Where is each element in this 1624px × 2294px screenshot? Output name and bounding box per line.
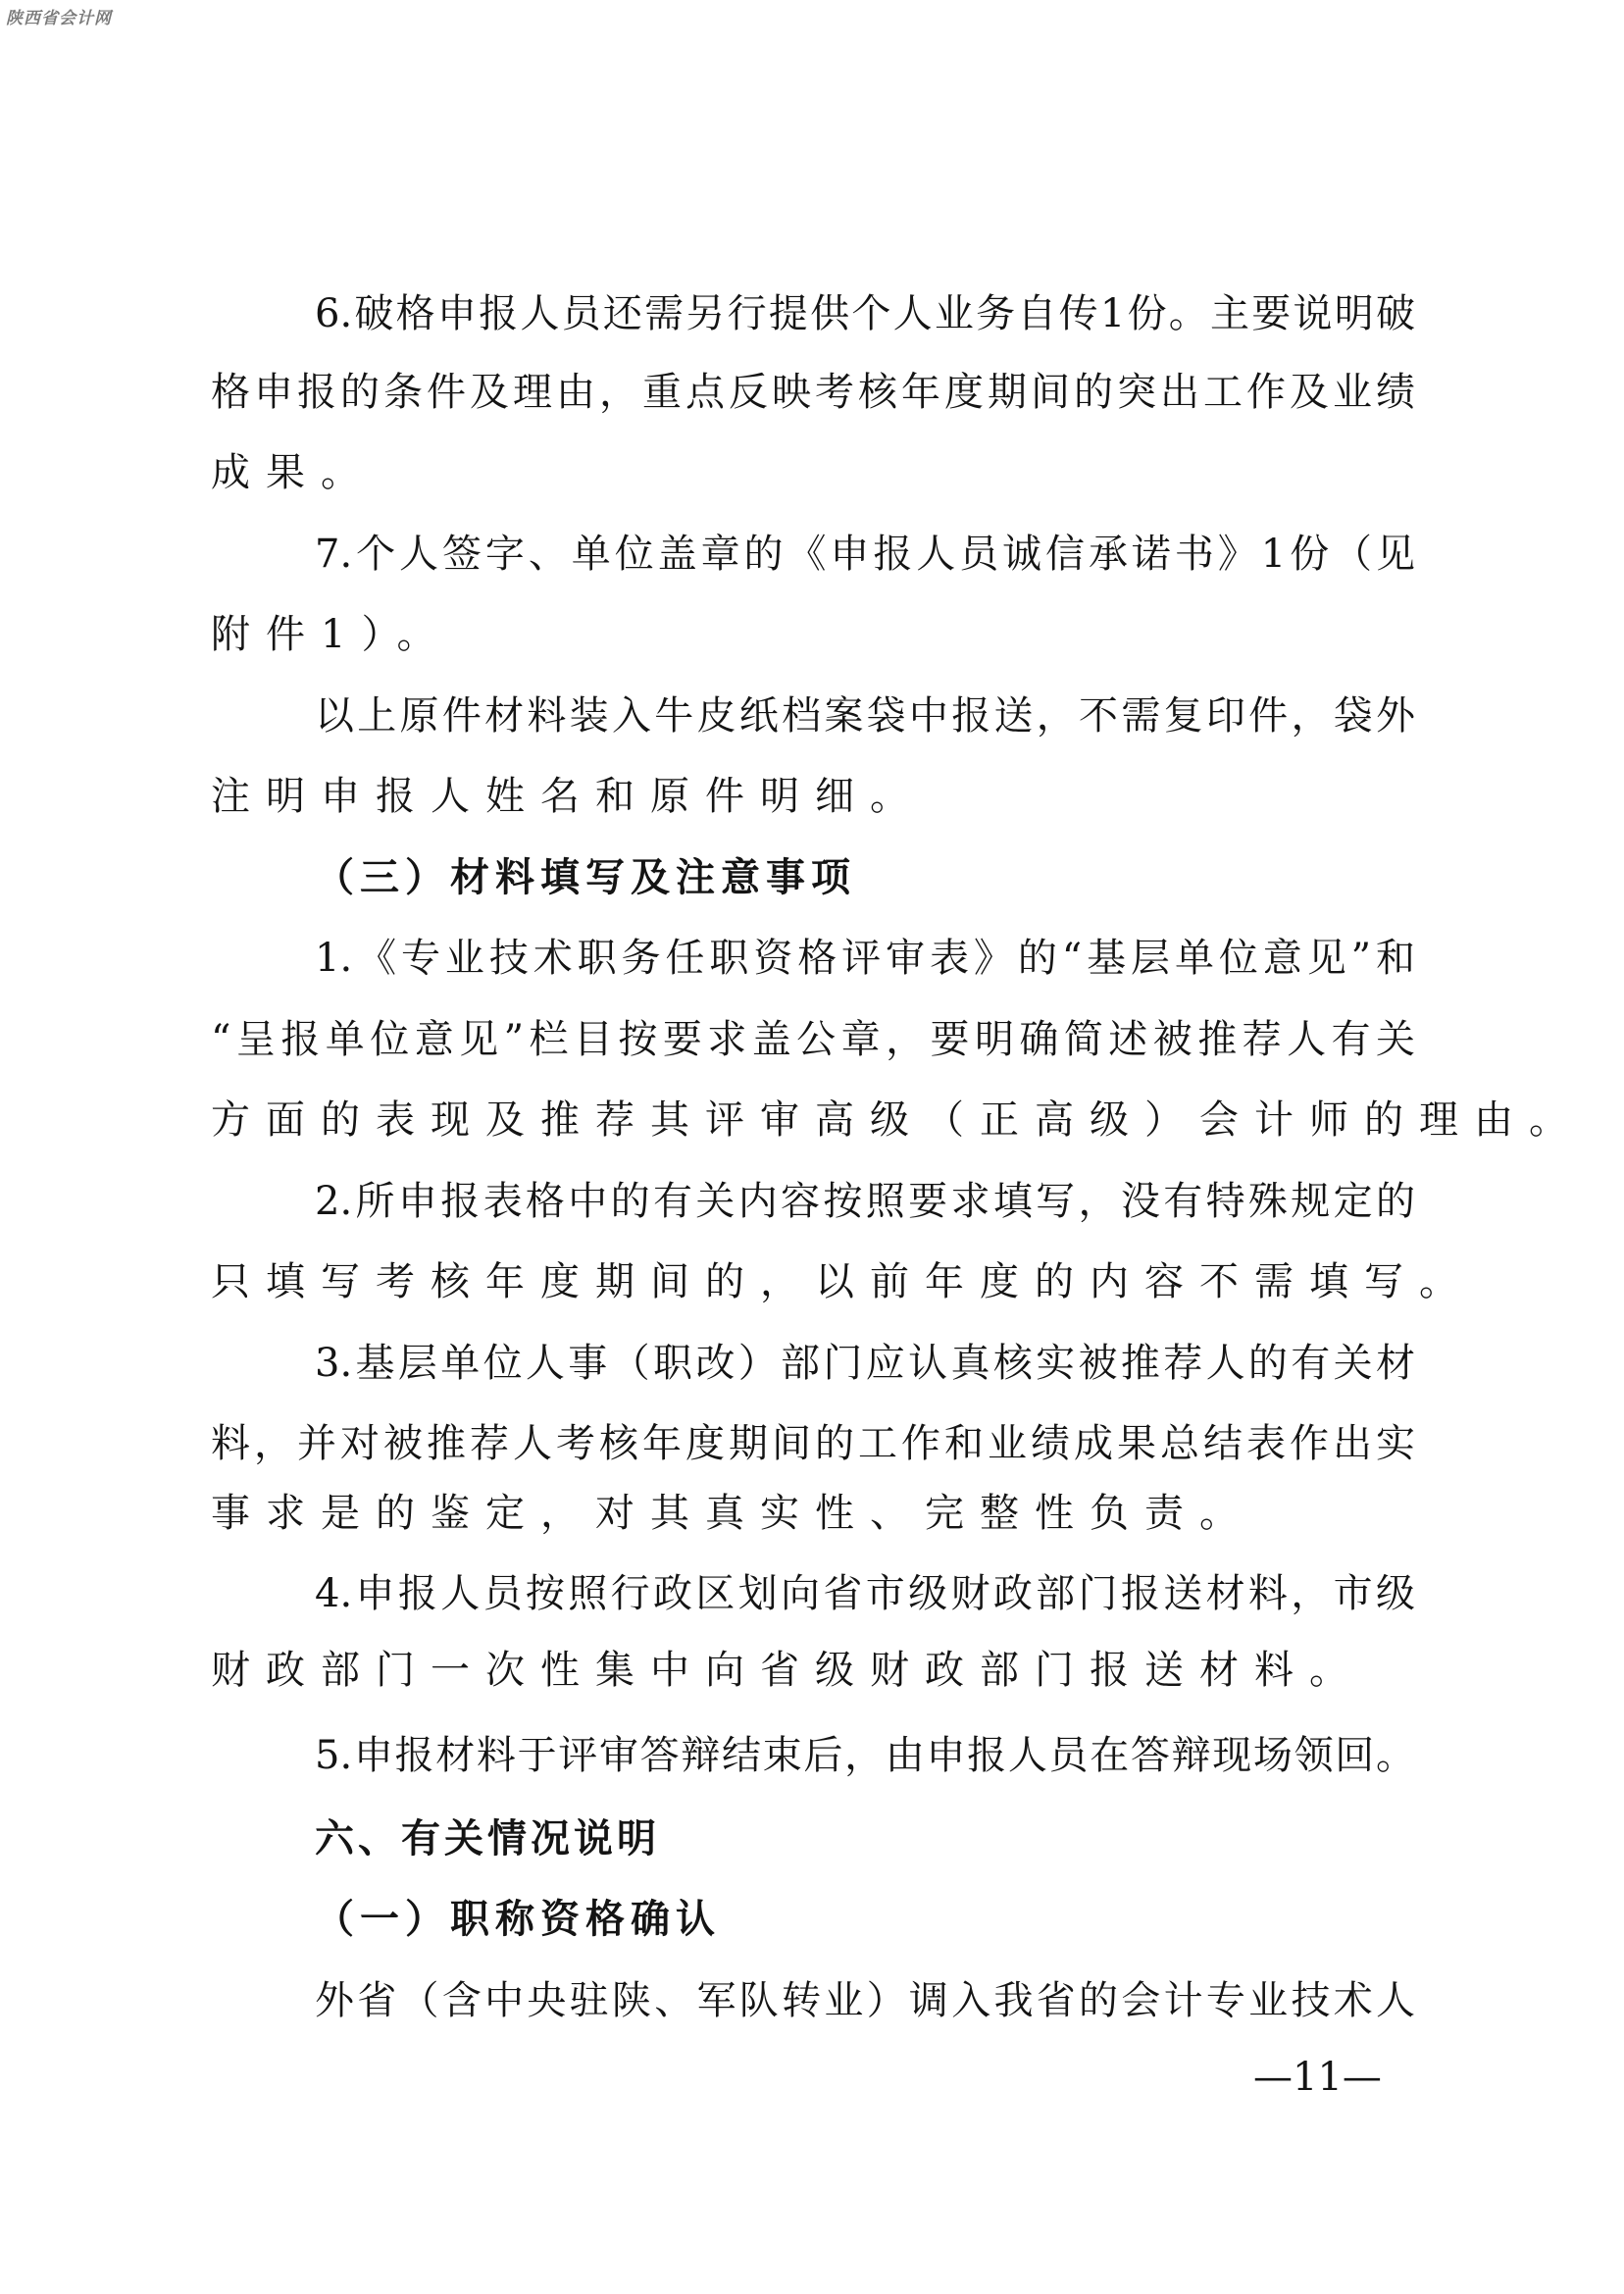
paragraph-line: 5.申报材料于评审答辩结束后，由申报人员在答辩现场领回。 bbox=[315, 1733, 1415, 1778]
paragraph-line: 1.《专业技术职务任职资格评审表》的“基层单位意见”和 bbox=[315, 936, 1415, 981]
watermark-site-name: 陕西省会计网 bbox=[6, 9, 112, 28]
page-number: —11— bbox=[1253, 2055, 1382, 2100]
paragraph-line: 6.破格申报人员还需另行提供个人业务自传1份。主要说明破 bbox=[315, 291, 1415, 336]
section-subheading: （三）材料填写及注意事项 bbox=[315, 854, 856, 900]
paragraph-line: 方面的表现及推荐其评审高级（正高级）会计师的理由。 bbox=[211, 1097, 1584, 1143]
paragraph-line: 4.申报人员按照行政区划向省市级财政部门报送材料，市级 bbox=[315, 1571, 1415, 1616]
paragraph-line: 7.个人签字、单位盖章的《申报人员诚信承诺书》1份（见 bbox=[315, 532, 1415, 577]
paragraph-line: 2.所申报表格中的有关内容按照要求填写，没有特殊规定的 bbox=[315, 1179, 1415, 1224]
paragraph-line: 格申报的条件及理由，重点反映考核年度期间的突出工作及业绩 bbox=[211, 370, 1415, 415]
paragraph-line: 只填写考核年度期间的，以前年度的内容不需填写。 bbox=[211, 1259, 1474, 1304]
paragraph-line: 以上原件材料装入牛皮纸档案袋中报送，不需复印件，袋外 bbox=[315, 693, 1415, 739]
section-subheading: （一）职称资格确认 bbox=[315, 1896, 721, 1942]
paragraph-line: 成果。 bbox=[211, 450, 376, 495]
paragraph-line: 料，并对被推荐人考核年度期间的工作和业绩成果总结表作出实 bbox=[211, 1421, 1415, 1466]
paragraph-line: 3.基层单位人事（职改）部门应认真核实被推荐人的有关材 bbox=[315, 1341, 1415, 1386]
paragraph-line: 财政部门一次性集中向省级财政部门报送材料。 bbox=[211, 1648, 1364, 1693]
paragraph-line: 事求是的鉴定，对其真实性、完整性负责。 bbox=[211, 1491, 1254, 1536]
section-heading: 六、有关情况说明 bbox=[315, 1816, 660, 1861]
paragraph-line: 外省（含中央驻陕、军队转业）调入我省的会计专业技术人 bbox=[315, 1978, 1415, 2023]
paragraph-line: 附件1）。 bbox=[211, 612, 452, 657]
paragraph-line: “呈报单位意见”栏目按要求盖公章，要明确简述被推荐人有关 bbox=[211, 1017, 1415, 1062]
paragraph-line: 注明申报人姓名和原件明细。 bbox=[211, 774, 925, 819]
